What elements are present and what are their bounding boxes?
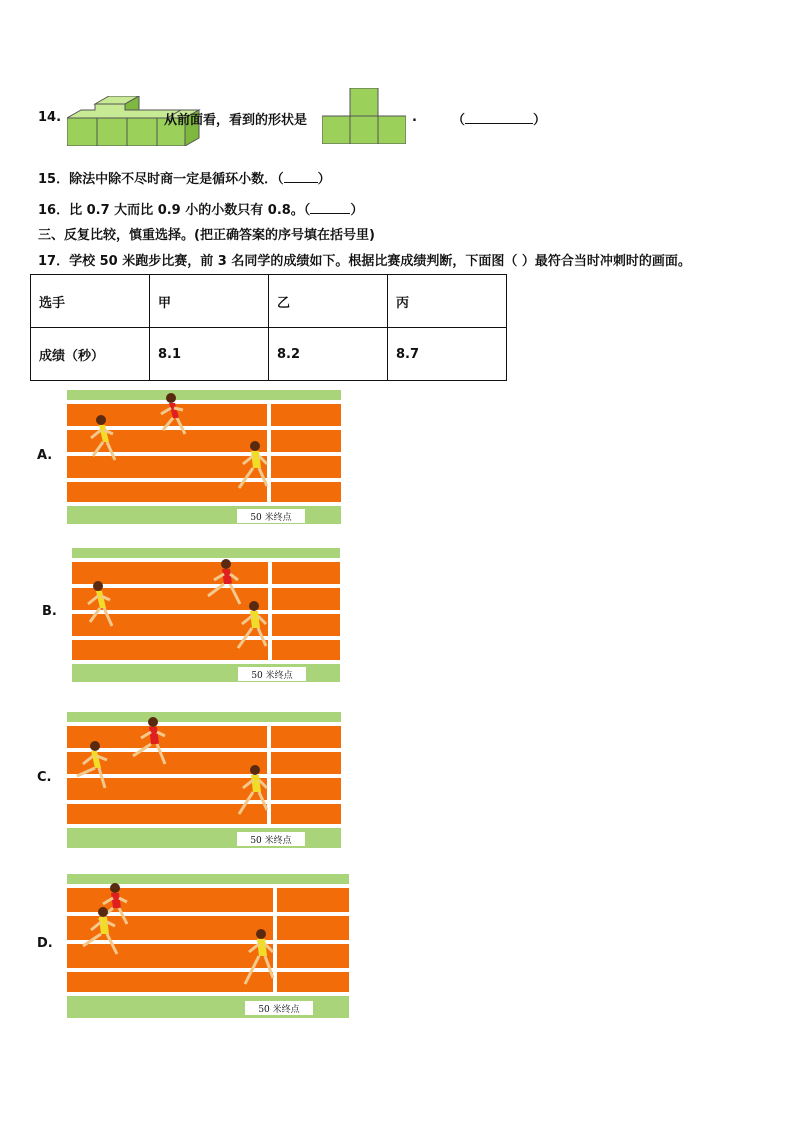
table-header-cell: 丙 [388, 275, 507, 328]
question-14-answer[interactable]: （ ） [452, 113, 547, 128]
option-a-label: A. [37, 448, 53, 463]
question-15: 15．除法中除不尽时商一定是循环小数．（ ） [38, 172, 331, 187]
option-b[interactable] [42, 548, 340, 682]
question-15-text: 15．除法中除不尽时商一定是循环小数．（ [38, 172, 284, 187]
race-picture-a [67, 390, 341, 524]
question-14-text: 从前面看，看到的形状是 [164, 113, 308, 128]
option-d[interactable] [37, 874, 349, 1018]
race-picture-d [67, 874, 349, 1018]
finish-line-label: 50 米终点 [258, 1005, 300, 1015]
finish-line-label: 50 米终点 [250, 836, 292, 846]
option-d-label: D. [37, 936, 53, 951]
question-16-text: 16．比 0.7 大而比 0.9 小的小数只有 0.8。（ [38, 203, 311, 218]
question-17-text: 17．学校 50 米跑步比赛，前 3 名同学的成绩如下。根据比赛成绩判断，下面图（ ）最符合当时冲刺时的画面。 [38, 254, 691, 269]
race-picture-b [72, 548, 340, 682]
table-cell: 成绩（秒） [31, 328, 150, 381]
question-15-blank[interactable] [284, 170, 318, 183]
option-a[interactable] [37, 390, 341, 524]
table-row [31, 275, 507, 328]
finish-line-label: 50 米终点 [251, 671, 293, 681]
table-cell: 8.1 [150, 328, 269, 381]
option-c[interactable] [37, 712, 341, 848]
table-row [31, 328, 507, 381]
race-picture-c [67, 712, 341, 848]
section-3-heading: 三、反复比较，慎重选择。(把正确答案的序号填在括号里) [38, 228, 375, 243]
front-view-figure [322, 88, 406, 144]
question-14-number: 14. [38, 110, 62, 125]
table-header-cell: 甲 [150, 275, 269, 328]
table-header-cell: 选手 [31, 275, 150, 328]
table-cell: 8.2 [269, 328, 388, 381]
score-table [30, 274, 507, 381]
table-header-cell: 乙 [269, 275, 388, 328]
option-b-label: B. [42, 604, 57, 619]
question-16-blank[interactable] [310, 201, 350, 214]
question-14-dot: . [412, 110, 417, 125]
finish-line-label: 50 米终点 [250, 513, 292, 523]
option-c-label: C. [37, 770, 52, 785]
question-16: 16．比 0.7 大而比 0.9 小的小数只有 0.8。（ ） [38, 203, 364, 218]
table-cell: 8.7 [388, 328, 507, 381]
